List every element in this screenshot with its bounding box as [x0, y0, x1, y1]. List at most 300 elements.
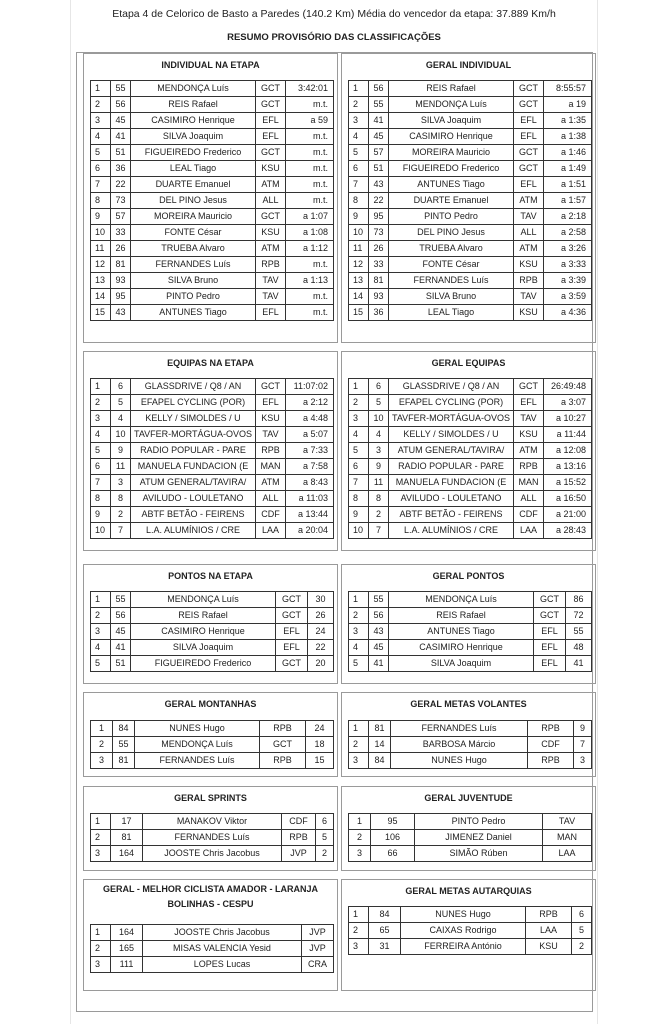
table-row — [349, 273, 592, 289]
team-cell: LAA — [543, 846, 592, 862]
bib-cell: 106 — [371, 830, 415, 846]
bib-cell: 55 — [111, 592, 131, 608]
team-cell: CRA — [302, 957, 334, 973]
section-title: GERAL METAS VOLANTES — [410, 699, 527, 709]
pos-cell: 8 — [349, 193, 369, 209]
name-cell: MOREIRA Mauricio — [389, 145, 514, 161]
name-cell: SILVA Joaquim — [389, 113, 514, 129]
value-cell: 8:55:57 — [544, 81, 592, 97]
bib-cell: 6 — [111, 379, 131, 395]
team-cell: GCT — [514, 81, 544, 97]
name-cell: JIMENEZ Daniel — [415, 830, 543, 846]
team-cell: LAA — [526, 923, 572, 939]
table-row — [349, 81, 592, 97]
team-cell: GCT — [256, 145, 286, 161]
table-row — [91, 193, 334, 209]
pos-cell: 3 — [91, 113, 111, 129]
value-cell: a 7:33 — [286, 443, 334, 459]
team-cell: LAA — [514, 523, 544, 539]
pos-cell: 2 — [349, 830, 371, 846]
bib-cell: 45 — [111, 624, 131, 640]
table-row — [349, 592, 592, 608]
pos-cell: 8 — [91, 491, 111, 507]
team-cell: KSU — [514, 305, 544, 321]
table-row — [349, 624, 592, 640]
team-cell: GCT — [276, 608, 308, 624]
team-cell: RPB — [260, 721, 306, 737]
pos-cell: 11 — [91, 241, 111, 257]
bib-cell: 43 — [369, 624, 389, 640]
pos-cell: 9 — [91, 209, 111, 225]
table-row — [349, 523, 592, 539]
pos-cell: 1 — [349, 814, 371, 830]
bib-cell: 2 — [369, 507, 389, 523]
table-row — [349, 907, 592, 923]
value-cell: 72 — [566, 608, 592, 624]
name-cell: MENDONÇA Luís — [389, 592, 534, 608]
team-cell: GCT — [260, 737, 306, 753]
pos-cell: 8 — [349, 491, 369, 507]
bib-cell: 93 — [111, 273, 131, 289]
pos-cell: 7 — [91, 475, 111, 491]
team-cell: JVP — [302, 925, 334, 941]
team-cell: EFL — [534, 656, 566, 672]
value-cell: 6 — [316, 814, 334, 830]
team-cell: KSU — [514, 427, 544, 443]
bib-cell: 9 — [111, 443, 131, 459]
table-row — [349, 225, 592, 241]
bib-cell: 55 — [369, 592, 389, 608]
name-cell: TRUEBA Alvaro — [389, 241, 514, 257]
value-cell: m.t. — [286, 289, 334, 305]
team-cell: RPB — [514, 273, 544, 289]
team-cell: MAN — [543, 830, 592, 846]
name-cell: CASIMIRO Henrique — [389, 640, 534, 656]
name-cell: NUNES Hugo — [391, 753, 528, 769]
name-cell: FIGUEIREDO Frederico — [389, 161, 514, 177]
bib-cell: 11 — [369, 475, 389, 491]
section-geral-amador — [83, 879, 338, 991]
value-cell: a 28:43 — [544, 523, 592, 539]
pos-cell: 13 — [349, 273, 369, 289]
name-cell: REIS Rafael — [389, 608, 534, 624]
name-cell: LEAL Tiago — [131, 161, 256, 177]
pos-cell: 7 — [349, 475, 369, 491]
value-cell: a 3:33 — [544, 257, 592, 273]
bib-cell: 81 — [111, 830, 143, 846]
team-cell: GCT — [514, 379, 544, 395]
team-cell: ATM — [256, 475, 286, 491]
section-geral-metas-volantes — [341, 692, 596, 777]
name-cell: SIMÃO Rúben — [415, 846, 543, 862]
bib-cell: 84 — [369, 753, 391, 769]
table-row — [349, 939, 592, 955]
team-cell: RPB — [282, 830, 316, 846]
bib-cell: 26 — [369, 241, 389, 257]
value-cell: 7 — [574, 737, 592, 753]
team-cell: EFL — [534, 624, 566, 640]
name-cell: KELLY / SIMOLDES / U — [389, 427, 514, 443]
table-row — [91, 753, 334, 769]
table-row — [91, 624, 334, 640]
team-cell: GCT — [514, 145, 544, 161]
pos-cell: 2 — [91, 830, 111, 846]
value-cell: a 7:58 — [286, 459, 334, 475]
bib-cell: 31 — [369, 939, 401, 955]
team-cell: RPB — [256, 257, 286, 273]
table-row — [91, 395, 334, 411]
team-cell: EFL — [256, 395, 286, 411]
table-row — [91, 177, 334, 193]
table-row — [91, 830, 334, 846]
bib-cell: 2 — [111, 507, 131, 523]
section-title: GERAL - MELHOR CICLISTA AMADOR - LARANJA BOLINHAS - CESPU — [103, 884, 318, 909]
name-cell: TAVFER-MORTÁGUA-OVOS — [389, 411, 514, 427]
team-cell: GCT — [256, 97, 286, 113]
section-title: INDIVIDUAL NA ETAPA — [161, 60, 260, 70]
value-cell: 41 — [566, 656, 592, 672]
table-row — [91, 941, 334, 957]
name-cell: MOREIRA Mauricio — [131, 209, 256, 225]
pos-cell: 1 — [91, 81, 111, 97]
bib-cell: 41 — [111, 640, 131, 656]
value-cell: a 13:44 — [286, 507, 334, 523]
bib-cell: 33 — [111, 225, 131, 241]
pos-cell: 10 — [349, 523, 369, 539]
section-title: EQUIPAS NA ETAPA — [167, 358, 254, 368]
value-cell: a 20:04 — [286, 523, 334, 539]
bib-cell: 11 — [111, 459, 131, 475]
bib-cell: 41 — [111, 129, 131, 145]
geral-amador-table — [90, 924, 334, 973]
pos-cell: 12 — [349, 257, 369, 273]
team-cell: GCT — [514, 97, 544, 113]
bib-cell: 95 — [111, 289, 131, 305]
table-row — [91, 241, 334, 257]
pos-cell: 2 — [91, 737, 113, 753]
bib-cell: 22 — [369, 193, 389, 209]
bib-cell: 41 — [369, 113, 389, 129]
name-cell: GLASSDRIVE / Q8 / AN — [131, 379, 256, 395]
name-cell: PINTO Pedro — [389, 209, 514, 225]
value-cell: a 3:07 — [544, 395, 592, 411]
team-cell: CDF — [528, 737, 574, 753]
value-cell: m.t. — [286, 161, 334, 177]
section-individual-etapa — [83, 53, 338, 343]
table-row — [91, 443, 334, 459]
table-row — [91, 491, 334, 507]
table-row — [349, 427, 592, 443]
pos-cell: 3 — [349, 939, 369, 955]
table-row — [349, 161, 592, 177]
bib-cell: 81 — [369, 721, 391, 737]
pontos-etapa-table — [90, 591, 334, 672]
bib-cell: 81 — [111, 257, 131, 273]
pos-cell: 1 — [349, 81, 369, 97]
pos-cell: 4 — [349, 129, 369, 145]
name-cell: DUARTE Emanuel — [131, 177, 256, 193]
section-pontos-etapa — [83, 564, 338, 684]
value-cell: a 1:08 — [286, 225, 334, 241]
pos-cell: 2 — [349, 737, 369, 753]
team-cell: ATM — [514, 241, 544, 257]
value-cell: a 2:18 — [544, 209, 592, 225]
table-row — [349, 177, 592, 193]
bib-cell: 43 — [111, 305, 131, 321]
pos-cell: 9 — [349, 507, 369, 523]
team-cell: EFL — [256, 113, 286, 129]
value-cell: a 4:36 — [544, 305, 592, 321]
bib-cell: 93 — [369, 289, 389, 305]
team-cell: EFL — [514, 113, 544, 129]
name-cell: L.A. ALUMÍNIOS / CRE — [131, 523, 256, 539]
pos-cell: 5 — [91, 656, 111, 672]
bib-cell: 6 — [369, 379, 389, 395]
pos-cell: 5 — [91, 145, 111, 161]
name-cell: SILVA Joaquim — [131, 640, 276, 656]
value-cell: 2 — [572, 939, 592, 955]
bib-cell: 55 — [369, 97, 389, 113]
name-cell: LEAL Tiago — [389, 305, 514, 321]
name-cell: MANUELA FUNDACION (E — [131, 459, 256, 475]
pos-cell: 4 — [91, 640, 111, 656]
team-cell: TAV — [256, 289, 286, 305]
pos-cell: 11 — [349, 241, 369, 257]
team-cell: RPB — [528, 721, 574, 737]
pos-cell: 3 — [349, 753, 369, 769]
results-page — [70, 0, 598, 1024]
team-cell: LAA — [256, 523, 286, 539]
bib-cell: 165 — [111, 941, 143, 957]
bib-cell: 4 — [111, 411, 131, 427]
name-cell: SILVA Bruno — [389, 289, 514, 305]
name-cell: DEL PINO Jesus — [389, 225, 514, 241]
section-title: PONTOS NA ETAPA — [168, 571, 253, 581]
name-cell: CASIMIRO Henrique — [389, 129, 514, 145]
team-cell: ALL — [256, 491, 286, 507]
team-cell: EFL — [514, 129, 544, 145]
table-row — [349, 289, 592, 305]
team-cell: GCT — [514, 161, 544, 177]
value-cell: a 1:13 — [286, 273, 334, 289]
name-cell: AVILUDO - LOULETANO — [389, 491, 514, 507]
value-cell: 48 — [566, 640, 592, 656]
pos-cell: 2 — [349, 608, 369, 624]
team-cell: ALL — [256, 193, 286, 209]
bib-cell: 51 — [111, 656, 131, 672]
table-row — [91, 475, 334, 491]
pos-cell: 3 — [349, 113, 369, 129]
team-cell: RPB — [526, 907, 572, 923]
value-cell: m.t. — [286, 97, 334, 113]
table-row — [91, 209, 334, 225]
name-cell: REIS Rafael — [131, 608, 276, 624]
bib-cell: 22 — [111, 177, 131, 193]
value-cell: a 11:44 — [544, 427, 592, 443]
pos-cell: 6 — [91, 459, 111, 475]
table-row — [349, 753, 592, 769]
table-row — [91, 81, 334, 97]
team-cell: EFL — [514, 177, 544, 193]
pos-cell: 5 — [349, 145, 369, 161]
team-cell: ATM — [514, 193, 544, 209]
section-title: GERAL INDIVIDUAL — [425, 60, 512, 70]
team-cell: RPB — [256, 443, 286, 459]
value-cell: a 1:57 — [544, 193, 592, 209]
name-cell: MANUELA FUNDACION (E — [389, 475, 514, 491]
value-cell: a 59 — [286, 113, 334, 129]
name-cell: DEL PINO Jesus — [131, 193, 256, 209]
team-cell: GCT — [256, 209, 286, 225]
stage-info: Etapa 4 de Celorico de Basto a Paredes (140.2 Km) Média do vencedor da etapa: 37.889 Km/h — [112, 8, 556, 20]
value-cell: a 2:12 — [286, 395, 334, 411]
team-cell: RPB — [528, 753, 574, 769]
table-row — [349, 97, 592, 113]
pos-cell: 3 — [349, 411, 369, 427]
bib-cell: 14 — [369, 737, 391, 753]
value-cell: a 11:03 — [286, 491, 334, 507]
name-cell: FIGUEIREDO Frederico — [131, 656, 276, 672]
table-row — [91, 411, 334, 427]
table-row — [349, 814, 592, 830]
pos-cell: 6 — [91, 161, 111, 177]
section-title: GERAL EQUIPAS — [431, 358, 506, 368]
name-cell: MENDONÇA Luís — [389, 97, 514, 113]
team-cell: MAN — [256, 459, 286, 475]
value-cell: a 8:43 — [286, 475, 334, 491]
table-row — [91, 305, 334, 321]
bib-cell: 26 — [111, 241, 131, 257]
pos-cell: 6 — [349, 161, 369, 177]
geral-pontos-table — [348, 591, 592, 672]
name-cell: ATUM GENERAL/TAVIRA/ — [389, 443, 514, 459]
team-cell: KSU — [256, 411, 286, 427]
pos-cell: 1 — [91, 379, 111, 395]
name-cell: CASIMIRO Henrique — [131, 624, 276, 640]
team-cell: CDF — [256, 507, 286, 523]
bib-cell: 7 — [369, 523, 389, 539]
team-cell: JVP — [282, 846, 316, 862]
pos-cell: 3 — [349, 846, 371, 862]
bib-cell: 56 — [111, 97, 131, 113]
pos-cell: 3 — [91, 957, 111, 973]
bib-cell: 95 — [369, 209, 389, 225]
table-row — [349, 459, 592, 475]
name-cell: TRUEBA Alvaro — [131, 241, 256, 257]
value-cell: a 2:58 — [544, 225, 592, 241]
bib-cell: 3 — [369, 443, 389, 459]
pos-cell: 1 — [349, 592, 369, 608]
section-geral-metas-autarquias — [341, 879, 596, 991]
bib-cell: 95 — [371, 814, 415, 830]
team-cell: MAN — [514, 475, 544, 491]
name-cell: REIS Rafael — [389, 81, 514, 97]
table-row — [91, 957, 334, 973]
table-row — [349, 737, 592, 753]
pos-cell: 13 — [91, 273, 111, 289]
table-row — [91, 925, 334, 941]
section-equipas-etapa — [83, 351, 338, 551]
team-cell: KSU — [256, 161, 286, 177]
value-cell: a 3:26 — [544, 241, 592, 257]
team-cell: TAV — [543, 814, 592, 830]
table-row — [349, 656, 592, 672]
value-cell: m.t. — [286, 177, 334, 193]
name-cell: MANAKOV Viktor — [143, 814, 282, 830]
bib-cell: 10 — [369, 411, 389, 427]
individual-etapa-table — [90, 80, 334, 321]
pos-cell: 15 — [91, 305, 111, 321]
table-row — [349, 379, 592, 395]
name-cell: TAVFER-MORTÁGUA-OVOS — [131, 427, 256, 443]
bib-cell: 45 — [369, 129, 389, 145]
name-cell: ANTUNES Tiago — [389, 177, 514, 193]
name-cell: FERNANDES Luís — [131, 257, 256, 273]
value-cell: a 3:39 — [544, 273, 592, 289]
pos-cell: 4 — [349, 640, 369, 656]
team-cell: EFL — [276, 640, 308, 656]
table-row — [91, 129, 334, 145]
table-row — [91, 846, 334, 862]
equipas-etapa-table — [90, 378, 334, 539]
pos-cell: 3 — [349, 624, 369, 640]
value-cell: a 1:51 — [544, 177, 592, 193]
value-cell: 5 — [572, 923, 592, 939]
bib-cell: 56 — [369, 608, 389, 624]
name-cell: EFAPEL CYCLING (POR) — [131, 395, 256, 411]
table-row — [349, 443, 592, 459]
pos-cell: 6 — [349, 459, 369, 475]
name-cell: NUNES Hugo — [135, 721, 260, 737]
name-cell: MISAS VALENCIA Yesid — [143, 941, 302, 957]
team-cell: KSU — [514, 257, 544, 273]
value-cell: 15 — [306, 753, 334, 769]
team-cell: JVP — [302, 941, 334, 957]
name-cell: KELLY / SIMOLDES / U — [131, 411, 256, 427]
value-cell: 26 — [308, 608, 334, 624]
table-row — [91, 459, 334, 475]
section-geral-individual — [341, 53, 596, 343]
value-cell: 2 — [316, 846, 334, 862]
pos-cell: 2 — [91, 941, 111, 957]
bib-cell: 164 — [111, 925, 143, 941]
table-row — [349, 608, 592, 624]
name-cell: GLASSDRIVE / Q8 / AN — [389, 379, 514, 395]
value-cell: m.t. — [286, 305, 334, 321]
bib-cell: 57 — [369, 145, 389, 161]
value-cell: a 19 — [544, 97, 592, 113]
geral-metas-volantes-table — [348, 720, 592, 769]
team-cell: TAV — [256, 427, 286, 443]
team-cell: TAV — [256, 273, 286, 289]
value-cell: 20 — [308, 656, 334, 672]
team-cell: TAV — [514, 289, 544, 305]
value-cell: a 13:16 — [544, 459, 592, 475]
name-cell: FERNANDES Luís — [389, 273, 514, 289]
pos-cell: 7 — [91, 177, 111, 193]
table-row — [91, 289, 334, 305]
bib-cell: 36 — [369, 305, 389, 321]
value-cell: 24 — [306, 721, 334, 737]
bib-cell: 73 — [369, 225, 389, 241]
name-cell: MENDONÇA Luís — [131, 81, 256, 97]
bib-cell: 8 — [111, 491, 131, 507]
table-row — [91, 721, 334, 737]
table-row — [91, 225, 334, 241]
pos-cell: 2 — [349, 395, 369, 411]
table-row — [349, 193, 592, 209]
pos-cell: 9 — [349, 209, 369, 225]
